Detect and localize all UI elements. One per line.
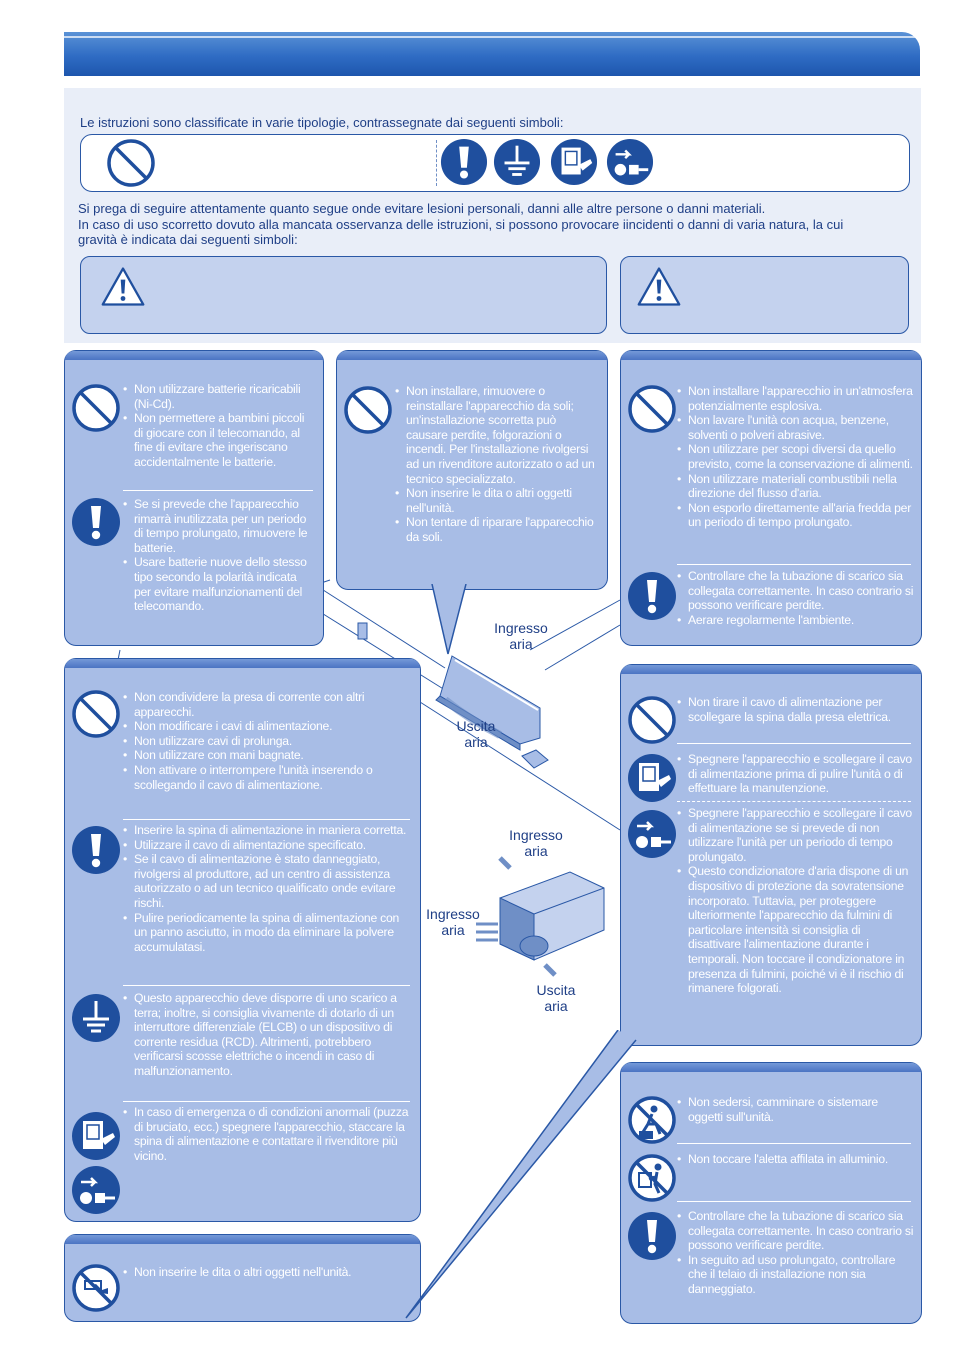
list-item: • Non inserire le dita o altri oggetti nell'unità.	[123, 1265, 413, 1280]
list-item: • Non utilizzare batterie ricaricabili (Ni-Cd).	[123, 382, 315, 411]
installation-panel	[336, 350, 608, 590]
intro-line: Le istruzioni sono classificate in varie tipologie, contrassegnate dai seguenti simboli:	[80, 115, 564, 130]
mandatory-icon	[71, 825, 121, 875]
list-item: • Non modificare i cavi di alimentazione.	[123, 719, 413, 734]
switch-off-icon	[71, 1111, 121, 1161]
label-text: Uscita	[456, 718, 496, 734]
list-item: • Non utilizzare per scopi diversi da quello previsto, come la conservazione di alimenti.	[677, 442, 915, 471]
label-text: aria	[544, 998, 568, 1014]
intro-para-3: gravità è indicata dai seguenti simboli:	[78, 232, 298, 247]
symbol-divider	[436, 140, 437, 186]
unplug-icon	[627, 809, 677, 859]
prohibited-icon	[627, 384, 677, 434]
label-uscita-aria-outdoor	[526, 982, 586, 1014]
list-item: • Non installare l'apparecchio in un'atmosfera potenzialmente esplosiva.	[677, 384, 915, 413]
prohibited-icon	[627, 695, 677, 745]
warning-box	[80, 256, 607, 334]
power-supply-panel	[64, 658, 421, 1222]
list-item: • Spegnere l'apparecchio e scollegare il cavo di alimentazione se si prevede di non utilizzare l'unità per un periodo di tempo prolungato.	[677, 806, 915, 864]
list-item: • Inserire la spina di alimentazione in maniera corretta.	[123, 823, 413, 838]
remote-control-panel	[64, 350, 324, 646]
power-cable-panel	[620, 664, 922, 1046]
list-item: • Questo apparecchio deve disporre di uno scarico a terra; inoltre, si consiglia vivamente di dotarlo di un interruttore differenziale (ELCB) o un dispositivo di corrente residua (RCD). Altrimenti, potrebbero verificarsi scosse elettriche o incendi in caso di malfunzionamento.	[123, 991, 413, 1079]
mandatory-icon	[627, 571, 677, 621]
list-item: • Utilizzare il cavo di alimentazione specificato.	[123, 838, 413, 853]
list-item: • Non tentare di riparare l'apparecchio da soli.	[395, 515, 599, 544]
list-item: • Non esporlo direttamente all'aria fredda per un periodo di tempo prolungato.	[677, 501, 915, 530]
earth-icon	[71, 993, 121, 1043]
page-header-bar	[64, 32, 920, 76]
mandatory-icon	[71, 497, 121, 547]
mandatory-icon	[440, 138, 488, 186]
no-sitting-icon	[627, 1095, 677, 1145]
prohibited-icon	[106, 138, 156, 188]
warning-icon	[100, 264, 146, 310]
list-item: • Questo condizionatore d'aria dispone di un dispositivo di protezione da sovratensione incorporato. Tuttavia, per proteggere ulteriormente l'apparecchio da fulmini di particolare intensità si consiglia di disattivare l'alimentazione durante i temporali. Non toccare il condizionatore in presenza di fulmini, poiché vi è il rischio di rimanere folgorati.	[677, 864, 915, 995]
label-text: aria	[441, 922, 465, 938]
list-item: • Usare batterie nuove dello stesso tipo secondo la polarità indicata per evitare malfunzionamenti del telecomando.	[123, 555, 315, 613]
list-item: • Non installare, rimuovere o reinstallare l'apparecchio da soli; un'installazione scorretta può causare perdite, folgorazioni o incendi. Per l'installazione rivolgersi ad un rivenditore autorizzato o ad un tecnico specializzato.	[395, 384, 599, 486]
outdoor-unit-panel	[620, 1062, 922, 1324]
label-ingresso-aria-outdoor-side	[422, 906, 484, 938]
switch-off-icon	[627, 753, 677, 803]
list-item: • Se si prevede che l'apparecchio rimarrà inutilizzata per un periodo di tempo prolungato, rimuovere le batterie.	[123, 497, 315, 555]
prohibited-icon	[71, 383, 121, 433]
label-text: aria	[464, 734, 488, 750]
list-item: • Non inserire le dita o altri oggetti nell'unità.	[395, 486, 599, 515]
switch-off-icon	[550, 138, 598, 186]
no-touch-fin-icon	[627, 1153, 677, 1203]
label-text: aria	[509, 636, 533, 652]
list-item: • Non lavare l'unità con acqua, benzene, solventi o polveri abrasive.	[677, 413, 915, 442]
label-text: Ingresso	[509, 827, 563, 843]
callout-pointer-outdoor	[404, 1030, 644, 1320]
usage-panel	[620, 350, 922, 646]
caution-icon	[636, 264, 682, 310]
list-item: • Pulire periodicamente la spina di alimentazione con un panno asciutto, in modo da eliminare la polvere accumulatasi.	[123, 911, 413, 955]
list-item: • Non utilizzare materiali combustibili nella direzione del flusso d'aria.	[677, 472, 915, 501]
list-item: • Non permettere a bambini piccoli di giocare con il telecomando, al fine di evitare che ingeriscano accidentalmente le batterie.	[123, 411, 315, 469]
callout-pointer	[430, 584, 470, 658]
list-item: • Non attivare o interrompere l'unità inserendo o scollegando il cavo di alimentazione.	[123, 763, 413, 792]
label-text: Ingresso	[426, 906, 480, 922]
list-item: • Non condividere la presa di corrente con altri apparecchi.	[123, 690, 413, 719]
outdoor-unit	[476, 872, 604, 960]
intro-paragraph	[78, 201, 908, 248]
list-item: • In caso di emergenza o di condizioni anormali (puzza di bruciato, ecc.) spegnere l'apparecchio, staccare la spina di alimentazione e contattare il rivenditore più vicino.	[123, 1105, 413, 1163]
label-ingresso-aria-indoor	[490, 620, 552, 652]
indoor-unit-panel	[64, 1234, 421, 1322]
list-item: • Non utilizzare cavi di prolunga.	[123, 734, 413, 749]
unplug-icon	[71, 1165, 121, 1215]
label-text: Ingresso	[494, 620, 548, 636]
list-item: • Non utilizzare con mani bagnate.	[123, 748, 413, 763]
label-uscita-aria-indoor	[446, 718, 506, 750]
label-ingresso-aria-outdoor-top	[505, 827, 567, 859]
list-item: • In seguito ad uso prolungato, controllare che il telaio di installazione non sia danneggiato.	[677, 1253, 915, 1297]
prohibited-icon	[71, 689, 121, 739]
prohibited-icon	[343, 385, 393, 435]
label-text: aria	[524, 843, 548, 859]
list-item: • Controllare che la tubazione di scarico sia collegata correttamente. In caso contrario si possono verificare perdite.	[677, 569, 915, 613]
intro-para-1: Si prega di seguire attentamente quanto segue onde evitare lesioni personali, danni alle altre persone o danni materiali.	[78, 201, 766, 216]
list-item: • Non toccare l'aletta affilata in alluminio.	[677, 1152, 915, 1167]
label-text: Uscita	[536, 982, 576, 998]
unplug-icon	[606, 138, 654, 186]
list-item: • Controllare che la tubazione di scarico sia collegata correttamente. In caso contrario si possono verificare perdite.	[677, 1209, 915, 1253]
intro-para-2: In caso di uso scorretto dovuto alla mancata osservanza delle istruzioni, si possono provocare iincidenti o danni di varia natura, la cui	[78, 216, 844, 232]
list-item: • Se il cavo di alimentazione è stato danneggiato, rivolgersi al produttore, ad un centro di assistenza autorizzato o ad un tecnico qualificato onde evitare rischi.	[123, 852, 413, 910]
list-item: • Spegnere l'apparecchio e scollegare il cavo di alimentazione prima di pulire l'unità o di effettuare la manutenzione.	[677, 752, 915, 796]
list-item: • Non tirare il cavo di alimentazione per scollegare la spina dalla presa elettrica.	[677, 695, 915, 724]
earth-icon	[493, 138, 541, 186]
list-item: • Non sedersi, camminare o sistemare oggetti sull'unità.	[677, 1095, 915, 1124]
mandatory-icon	[627, 1211, 677, 1261]
list-item: • Aerare regolarmente l'ambiente.	[677, 613, 915, 628]
no-finger-icon	[71, 1263, 121, 1313]
